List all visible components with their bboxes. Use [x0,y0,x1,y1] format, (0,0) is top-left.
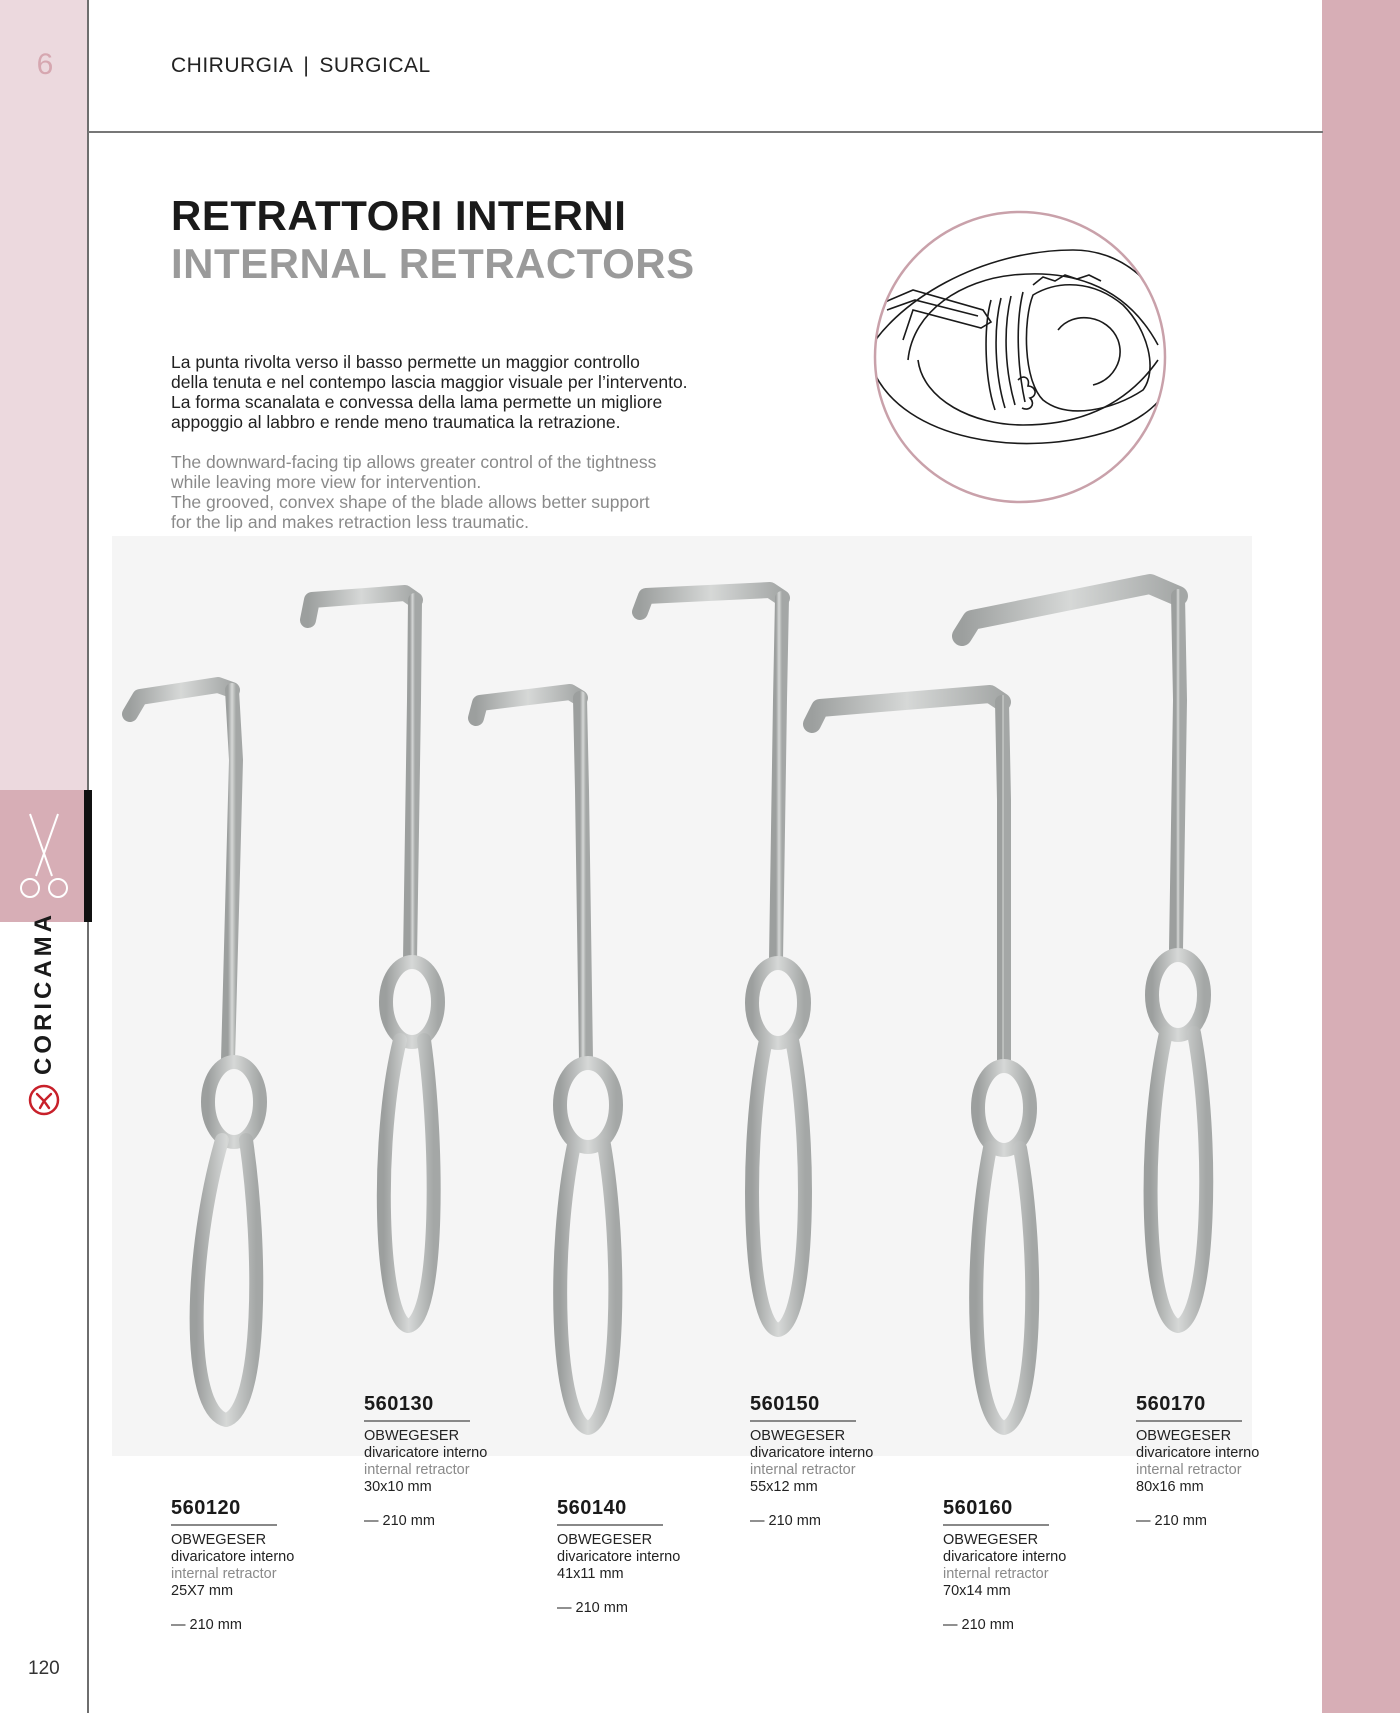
product-subtitle-it: divaricatore interno [171,1549,295,1565]
description-it-line: appoggio al labbro e rende meno traumatica la retrazione. [171,412,621,432]
brand-name: CORICAMA [30,911,57,1075]
product-subtitle-it: divaricatore interno [750,1445,874,1461]
product-length: — 210 mm [750,1513,821,1529]
retractor-560140-image [476,692,616,1428]
product-size: 30x10 mm [364,1479,432,1495]
breadcrumb-category-it: CHIRURGIA [171,54,294,77]
product-560150 [750,1393,950,1530]
product-length: — 210 mm [943,1617,1014,1633]
product-code: 560140 [557,1497,663,1526]
description-en-line: for the lip and makes retraction less traumatic. [171,512,529,532]
product-name: OBWEGESER [364,1428,460,1444]
page-number: 120 [28,1658,60,1679]
product-subtitle-en: internal retractor [943,1566,1049,1582]
product-size: 80x16 mm [1136,1479,1204,1495]
product-subtitle-it: divaricatore interno [943,1549,1067,1565]
product-subtitle-it: divaricatore interno [364,1445,488,1461]
product-size: 41x11 mm [557,1566,624,1582]
product-code: 560120 [171,1497,277,1526]
product-code: 560160 [943,1497,1049,1526]
description-it-line: della tenuta e nel contempo lascia maggior visuale per l’intervento. [171,372,688,392]
product-subtitle-en: internal retractor [171,1566,277,1582]
description-en-line: while leaving more view for intervention. [171,472,482,492]
chapter-number: 6 [36,48,54,81]
product-length: — 210 mm [557,1600,628,1616]
product-name: OBWEGESER [557,1532,653,1548]
product-subtitle-en: internal retractor [750,1462,856,1478]
product-size: 70x14 mm [943,1583,1011,1599]
product-560140 [557,1497,757,1617]
product-subtitle-it: divaricatore interno [557,1549,681,1565]
product-length: — 210 mm [364,1513,435,1529]
page-title-en: INTERNAL RETRACTORS [171,240,695,287]
retractor-560120-image [130,685,260,1420]
product-size: 25X7 mm [171,1583,234,1599]
product-560120 [171,1497,371,1634]
description-en-line: The downward-facing tip allows greater control of the tightness [171,452,657,472]
retractor-560160-image [812,694,1032,1428]
product-subtitle-en: internal retractor [364,1462,470,1478]
product-length: — 210 mm [171,1617,242,1633]
page-title-it: RETRATTORI INTERNI [171,192,627,239]
breadcrumb-category-en: SURGICAL [319,54,431,77]
product-subtitle-en: internal retractor [1136,1462,1242,1478]
product-name: OBWEGESER [750,1428,846,1444]
retractor-560150-image [640,590,805,1330]
product-name: OBWEGESER [943,1532,1039,1548]
description-it-line: La forma scanalata e convessa della lama permette un migliore [171,392,663,412]
product-name: OBWEGESER [1136,1428,1232,1444]
product-size: 55x12 mm [750,1479,818,1495]
product-code: 560130 [364,1393,470,1422]
product-560160 [943,1497,1143,1634]
retractor-560130-image [308,593,438,1326]
product-560170 [1136,1393,1336,1530]
breadcrumb-separator: | [303,54,310,77]
product-code: 560170 [1136,1393,1242,1422]
product-length: — 210 mm [1136,1513,1207,1529]
product-code: 560150 [750,1393,856,1422]
product-subtitle-it: divaricatore interno [1136,1445,1260,1461]
product-name: OBWEGESER [171,1532,267,1548]
coricama-logo-icon [28,1084,60,1116]
description-it-line: La punta rivolta verso il basso permette un maggior controllo [171,352,640,372]
product-560130 [364,1393,564,1530]
description-en-line: The grooved, convex shape of the blade allows better support [171,492,650,512]
